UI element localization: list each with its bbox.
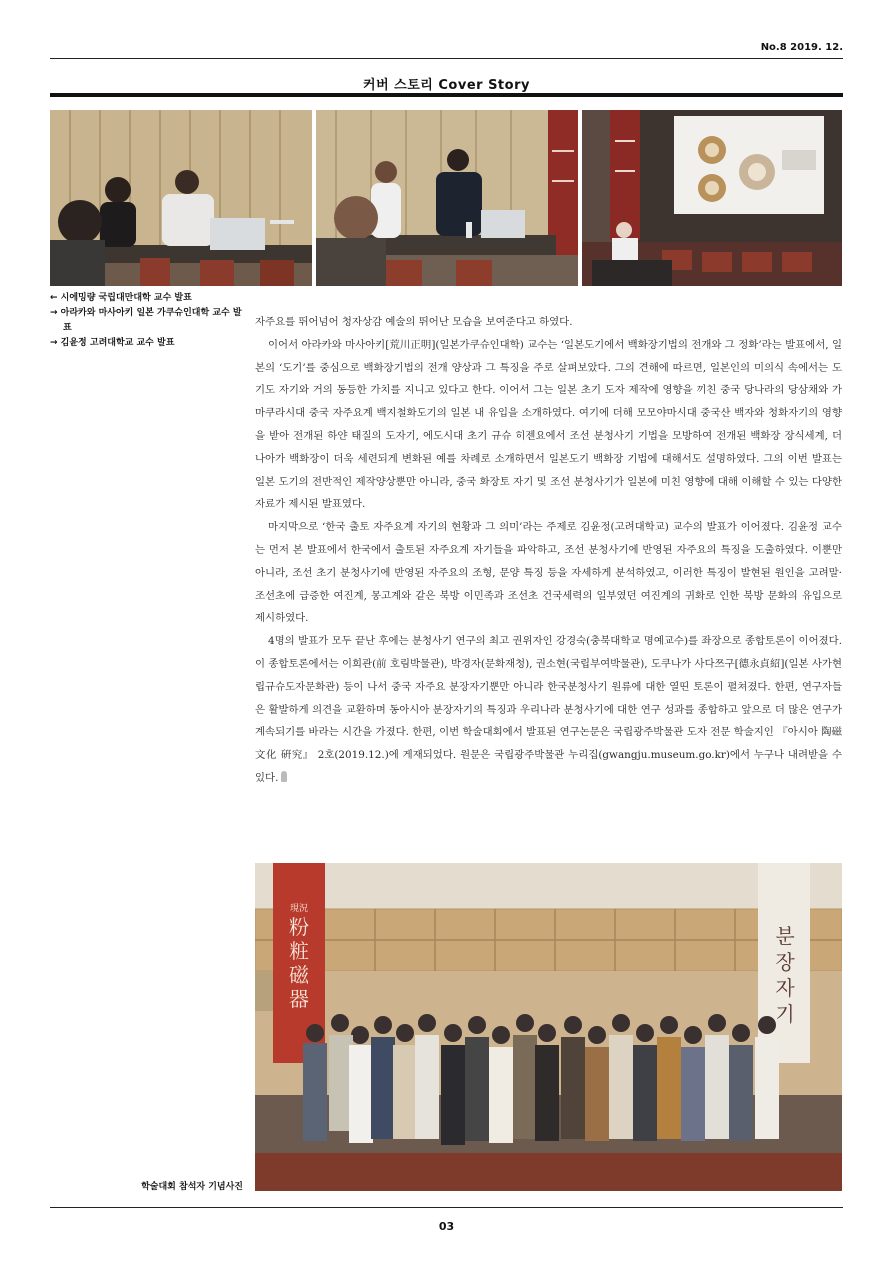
section-title: 커버 스토리 Cover Story [363, 78, 530, 93]
group-photo [255, 863, 842, 1191]
page-number: 03 [438, 1220, 455, 1233]
photo-captions [50, 291, 250, 351]
end-mark-icon [281, 771, 287, 782]
group-photo-caption: 학술대회 참석자 기념사진 [141, 1182, 243, 1192]
paragraph-text: 4명의 발표가 모두 끝난 후에는 분청사기 연구의 최고 권위자인 강경숙(충북대학교 명예교수)를 좌장으로 종합토론이 이어졌다. 이 종합토론에서는 이희관(前 호림박물관), 박경자(문화재청), 권소현(국립부여박물관), 도쿠나가 사다쯔구[德永貞紹](일본 사가현립규슈도자문화관) 등이 나서 중국 자주요 분장자기뿐만 아니라 한국분청사기 원류에 대한 열띤 토론이 펼쳐졌다. 한편, 연구자들은 활발하게 의견을 교환하며 동아시아 분장자기의 특징과 우리나라 분청사기에 대한 연구 성과를 종합하고 앞으로 더 많은 연구가 계속되기를 바라는 시간을 가졌다. 한편, 이번 학술대회에서 발표된 연구논문은 국립광주박물관 도자 전문 학술지인 『아시아 陶磁文化 硏究』 2호(2019.12.)에 게재되었다. 원문은 국립광주박물관 누리집(gwangju.museum.go.kr)에서 누구나 내려받을 수 있다. [255, 635, 842, 784]
section-rule [50, 93, 843, 97]
issue-label: No.8 2019. 12. [760, 42, 843, 53]
paragraph-last [255, 630, 842, 790]
banner-left-top: 現況 [289, 904, 308, 914]
caption-3: → 김윤정 고려대학교 교수 발표 [50, 338, 175, 348]
header-rule [50, 58, 843, 59]
paragraph: 이어서 아라카와 마사아키[荒川正明](일본가쿠슈인대학) 교수는 ‘일본도기에서 백화장기법의 전개와 그 정화’라는 발표에서, 일본의 ‘도기’를 중심으로 백화장기법의 전개 양상과 그 특징을 주로 살펴보았다. 그의 견해에 따르면, 일본인의 미의식 속에서는 도기도 자기와 거의 동등한 가치를 지니고 있다고 한다. 이어서 그는 일본 초기 도자 제작에 영향을 끼친 중국 당나라의 당삼채와 가마쿠라시대 중국 자주요계 백지철화도기의 일본 내 유입을 소개하였다. 여기에 더해 모모야마시대 중국산 백자와 청화자기의 영향을 받아 전개된 하얀 태질의 도자기, 에도시대 초기 규슈 히젠요에서 조선 분청사기 기법을 모방하여 전개된 백화장 장식세계, 더 나아가 백화장이 더욱 세련되게 변화된 예를 차례로 소개하면서 일본도기 백화장 기법에 대해서도 설명하였다. 그의 이번 발표는 일본 도기의 전반적인 제작양상뿐만 아니라, 중국 화장토 자기 및 조선 분청사기가 일본에 미친 영향에 대해 이해할 수 있는 다양한 자료가 제시된 발표였다. [255, 338, 842, 511]
banner-char: 器 [289, 987, 309, 1011]
photo-presenter-2 [316, 110, 578, 286]
photo-presenter-1 [50, 110, 312, 286]
caption-2: → 아라카와 마사아키 일본 가쿠슈인대학 교수 발표 [50, 308, 242, 333]
paragraph: 자주요를 뛰어넘어 청자상감 예술의 뛰어난 모습을 보여준다고 하였다. [255, 316, 573, 328]
banner-char: 磁 [289, 963, 309, 987]
banner-left-chars [273, 903, 325, 1011]
banner-right-text: 분장자기 [775, 924, 795, 1026]
caption-1: ← 시에밍량 국립대만대학 교수 발표 [50, 293, 192, 303]
banner-char: 粧 [289, 939, 309, 963]
paragraph: 마지막으로 ‘한국 출토 자주요계 자기의 현황과 그 의미’라는 주제로 김윤정(고려대학교) 교수의 발표가 이어졌다. 김윤정 교수는 먼저 본 발표에서 한국에서 출토된 자주요계 자기들을 파악하고, 조선 분청사기에 반영된 자주요의 특징을 도출하였다. 이뿐만 아니라, 조선 초기 분청사기에 반영된 자주요의 조형, 문양 특징 등을 자세하게 분석하였고, 이러한 특징이 발현된 원인을 고려말·조선초에 급증한 여진계, 몽고계와 같은 북방 이민족과 조선초 건국세력의 일부였던 여진계의 귀화로 인한 북방 문화의 유입으로 제시하였다. [255, 521, 842, 625]
footer-rule [50, 1207, 843, 1208]
banner-char: 粉 [289, 915, 309, 939]
article-body [255, 311, 842, 790]
photo-presenter-3 [582, 110, 842, 286]
